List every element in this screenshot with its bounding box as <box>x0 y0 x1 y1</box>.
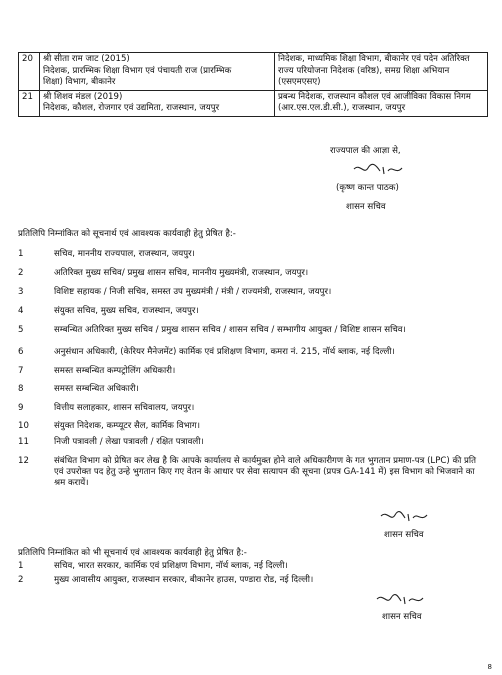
signature-mark <box>378 507 430 527</box>
posting-line: राज्य परियोजना निदेशक (वरिष्ठ), समग्र शिक्षा अभियान <box>278 65 450 76</box>
table-row <box>19 90 488 116</box>
item-number: 7 <box>18 366 24 376</box>
item-number: 3 <box>18 287 24 297</box>
posting-line: निदेशक, माध्यमिक शिक्षा विभाग, बीकानेर एवं पदेन अतिरिक्त <box>278 54 470 64</box>
item-text: संबंधित विभाग को प्रेषित कर लेख है कि आपके कार्यालय से कार्यमुक्त होने वाले अधिकारीगण के गत भुगतान प्रमाण-पत्र (LPC) की प्रति एवं उपरोक्त पद हेतु उन्हे भुगतान किए गए वेतन के आधार पर सेवा सत्यापन की सूचना (प्रपत्र GA-141 में) इस विभाग को भिजवाने का श्रम करायें। <box>54 456 477 488</box>
posting-line: (आर.एस.एल.डी.सी.), राजस्थान, जयपुर <box>278 103 406 113</box>
item-number: 2 <box>18 575 24 585</box>
item-text: अतिरिक्त मुख्य सचिव/ प्रमुख शासन सचिव, माननीय मुख्यमंत्री, राजस्थान, जयपुर। <box>54 268 309 278</box>
item-number: 1 <box>18 249 24 259</box>
officer-line: निदेशक, प्रारम्भिक शिक्षा विभाग एवं पंचायती राज (प्रारम्भिक <box>43 65 232 76</box>
copy-intro: प्रतिलिपि निम्नांकित को सूचनार्थ एवं आवश्यक कार्यवाही हेतु प्रेषित है:- <box>18 229 236 239</box>
officer-line: निदेशक, कौशल, रोजगार एवं उद्यमिता, राजस्थान, जयपुर <box>43 103 220 113</box>
item-number: 8 <box>18 384 24 394</box>
posting-line: (एसएमएसए) <box>278 77 321 87</box>
item-text: समस्त सम्बन्धित अधिकारी। <box>54 384 139 394</box>
item-text: विशिष्ट सहायक / निजी सचिव, समस्त उप मुख्यमंत्री / मंत्री / राज्यमंत्री, राजस्थान, जयपुर। <box>54 287 332 297</box>
item-number: 2 <box>18 268 24 278</box>
item-text: वित्तीय सलाहकार, शासन सचिवालय, जयपुर। <box>54 403 195 413</box>
posting-table <box>18 52 488 117</box>
item-text: समस्त सम्बन्धित कम्पट्रोलिंग अधिकारी। <box>54 366 176 376</box>
item-number: 10 <box>18 421 29 431</box>
item-number: 1 <box>18 561 24 571</box>
posting-cell <box>275 90 488 116</box>
signatory-title: शासन सचिव <box>382 612 422 622</box>
item-text: संयुक्त सचिव, मुख्य सचिव, राजस्थान, जयपुर। <box>54 306 199 316</box>
signature-mark <box>350 159 410 181</box>
signature-mark <box>374 590 426 610</box>
signatory-name: (कृष्ण कान्त पाठक) <box>336 183 399 193</box>
posting-line: प्रबन्ध निदेशक, राजस्थान कौशल एवं आजीविका विकास निगम <box>278 91 471 102</box>
item-text: निजी पत्रावली / लेखा पत्रावली / रक्षित पत्रावली। <box>54 437 204 447</box>
item-text: अनुसंधान अधिकारी, (केरियर मैनेजमेंट) कार्मिक एवं प्रशिक्षण विभाग, कमरा नं. 215, नॉर्थ ब्लाक, नई दिल्ली। <box>54 347 395 357</box>
item-number: 4 <box>18 306 24 316</box>
table-row <box>19 53 488 91</box>
officer-line: श्री शिशव मंडल (2019) <box>43 91 123 102</box>
officer-cell <box>40 53 275 91</box>
order-authority: राज्यपाल की आज्ञा से, <box>330 146 401 156</box>
item-text: संयुक्त निदेशक, कम्प्यूटर सैल, कार्मिक विभाग। <box>54 421 200 431</box>
item-text: सचिव, माननीय राज्यपाल, राजस्थान, जयपुर। <box>54 249 195 259</box>
posting-cell <box>275 53 488 91</box>
item-text: मुख्य आवासीय आयुक्त, राजस्थान सरकार, बीकानेर हाउस, पण्डारा रोड, नई दिल्ली। <box>54 575 314 585</box>
signatory-title: शासन सचिव <box>384 530 424 540</box>
item-number: 5 <box>18 325 24 335</box>
signatory-title: शासन सचिव <box>346 202 386 212</box>
page-number: 8 <box>487 663 492 671</box>
serial-number: 21 <box>19 90 40 116</box>
officer-cell <box>40 90 275 116</box>
item-text: सम्बन्धित अतिरिक्त मुख्य सचिव / प्रमुख शासन सचिव / शासन सचिव / सम्भागीय आयुक्त / विशिष्ट शासन सचिव। <box>54 325 406 335</box>
officer-line: शिक्षा) विभाग, बीकानेर <box>43 77 116 87</box>
item-number: 12 <box>18 456 29 466</box>
item-number: 11 <box>18 437 29 447</box>
item-number: 9 <box>18 403 24 413</box>
item-number: 6 <box>18 347 24 357</box>
officer-line: श्री सीता राम जाट (2015) <box>43 54 130 64</box>
copy-intro: प्रतिलिपि निम्नांकित को भी सूचनार्थ एवं आवश्यक कार्यवाही हेतु प्रेषित है:- <box>18 548 247 558</box>
item-text: सचिव, भारत सरकार, कार्मिक एवं प्रशिक्षण विभाग, नॉर्थ ब्लाक, नई दिल्ली। <box>54 561 288 571</box>
serial-number: 20 <box>19 53 40 91</box>
